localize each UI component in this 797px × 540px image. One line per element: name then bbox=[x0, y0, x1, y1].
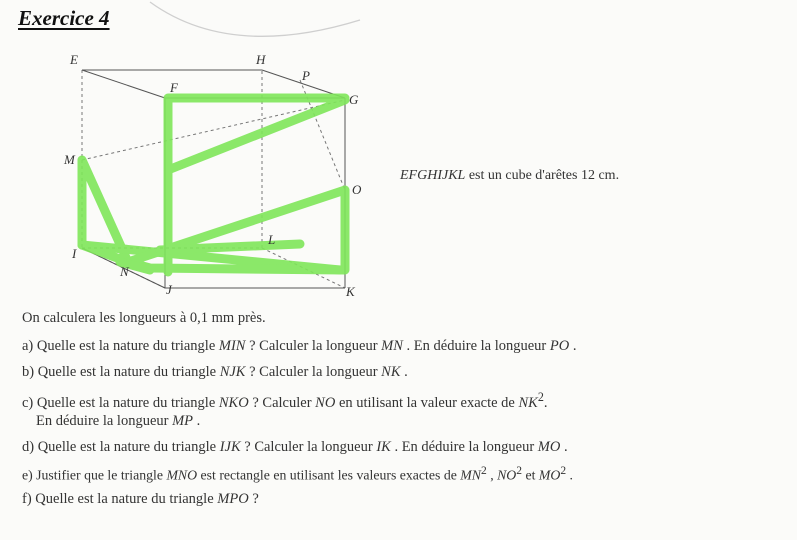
question-text: . bbox=[193, 413, 201, 429]
cube-name: EFGHIJKL bbox=[400, 168, 466, 183]
question-d bbox=[22, 439, 568, 456]
question-text: et bbox=[522, 467, 539, 483]
question-text: . bbox=[560, 439, 568, 455]
vertex-label-g: G bbox=[349, 92, 359, 107]
question-a bbox=[22, 338, 576, 355]
vertex-label-o: O bbox=[352, 182, 362, 197]
background-arc bbox=[150, 2, 360, 36]
vertex-label-i: I bbox=[72, 246, 77, 261]
question-text: . bbox=[400, 364, 408, 380]
superscript: 2 bbox=[537, 390, 544, 404]
superscript: 2 bbox=[516, 465, 523, 477]
question-text: b) Quelle est la nature du triangle bbox=[22, 364, 220, 380]
superscript: 2 bbox=[481, 465, 487, 477]
question-text: est rectangle en utilisant les valeurs exactes de bbox=[197, 467, 461, 483]
math-term: NK bbox=[518, 394, 538, 411]
math-term: NO bbox=[315, 394, 336, 411]
cube-statement-text: est un cube d'arêtes 12 cm. bbox=[465, 168, 620, 183]
question-text: En déduire la longueur bbox=[36, 413, 173, 429]
vertex-label-n: N bbox=[120, 264, 129, 279]
question-c-line2 bbox=[36, 413, 200, 430]
math-term: NK bbox=[381, 364, 401, 380]
question-e bbox=[22, 465, 573, 484]
math-term: PO bbox=[549, 338, 570, 354]
math-term: MN bbox=[460, 467, 481, 483]
question-text: ? Calculer bbox=[248, 394, 316, 411]
question-text: ? Calculer la longueur bbox=[245, 364, 382, 380]
math-term: NO bbox=[497, 467, 517, 483]
vertex-label-h: H bbox=[256, 52, 266, 67]
question-text: c) Quelle est la nature du triangle bbox=[22, 394, 219, 411]
math-term: MP bbox=[172, 413, 194, 429]
math-term: IJK bbox=[219, 439, 241, 455]
math-term: NKO bbox=[218, 394, 249, 411]
question-b bbox=[22, 364, 408, 381]
question-text: ? Calculer la longueur bbox=[245, 338, 382, 354]
cube-statement bbox=[400, 168, 619, 184]
question-text: . En déduire la longueur bbox=[402, 338, 550, 354]
exercise-title: Exercice 4 bbox=[18, 6, 110, 30]
vertex-label-j: J bbox=[166, 282, 172, 297]
question-text: ? bbox=[248, 491, 259, 507]
math-term: MO bbox=[538, 467, 561, 483]
question-text: f) Quelle est la nature du triangle bbox=[22, 491, 218, 507]
math-term: MN bbox=[381, 338, 403, 354]
vertex-label-f: F bbox=[170, 80, 178, 95]
vertex-label-l: L bbox=[268, 232, 276, 247]
math-term: IK bbox=[376, 439, 391, 455]
vertex-label-e: E bbox=[70, 52, 78, 67]
question-c bbox=[22, 390, 548, 412]
question-text: . bbox=[569, 338, 577, 354]
intro-text: On calculera les longueurs à 0,1 mm près. bbox=[22, 310, 266, 326]
math-term: MIN bbox=[218, 338, 246, 354]
question-text: a) Quelle est la nature du triangle bbox=[22, 338, 219, 354]
question-f bbox=[22, 491, 259, 508]
question-text: ? Calculer la longueur bbox=[240, 439, 377, 455]
vertex-label-p: P bbox=[302, 68, 310, 83]
superscript: 2 bbox=[560, 465, 567, 477]
question-text: en utilisant la valeur exacte de bbox=[335, 394, 519, 411]
math-term: MO bbox=[537, 439, 561, 455]
question-text: . bbox=[543, 394, 548, 411]
question-text: e) Justifier que le triangle bbox=[22, 467, 167, 483]
vertex-label-k: K bbox=[346, 284, 355, 299]
question-text: d) Quelle est la nature du triangle bbox=[22, 439, 220, 455]
question-text: , bbox=[486, 467, 498, 483]
math-term: NJK bbox=[219, 364, 246, 380]
question-text: . bbox=[566, 467, 574, 483]
vertex-label-m: M bbox=[64, 152, 75, 167]
math-term: MPO bbox=[217, 491, 249, 507]
question-text: . En déduire la longueur bbox=[390, 439, 538, 455]
math-term: MNO bbox=[166, 467, 198, 483]
highlighter-strokes bbox=[82, 98, 345, 272]
